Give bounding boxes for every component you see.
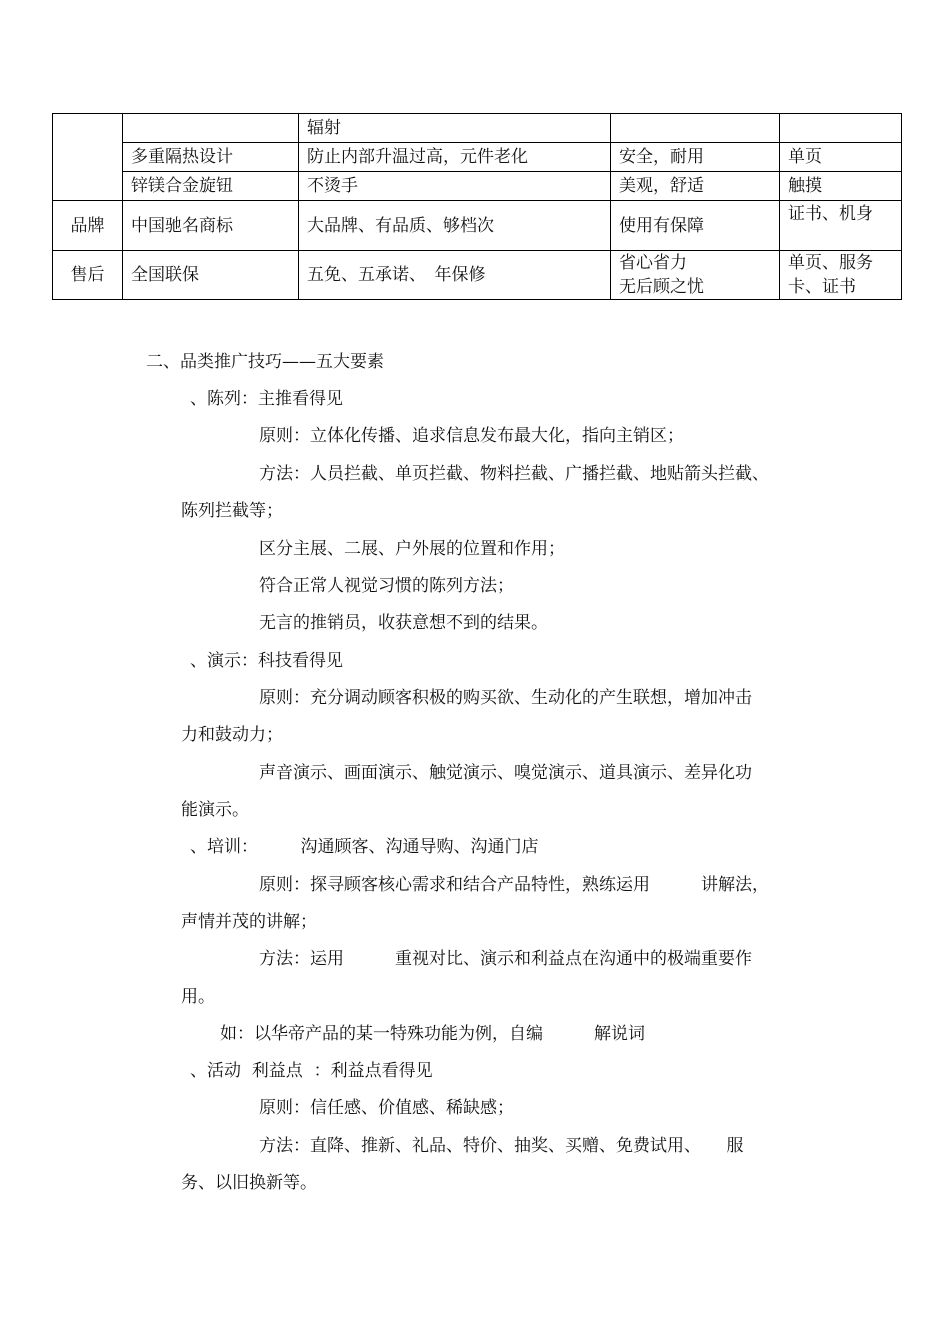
paragraph-line: 务、以旧换新等。	[181, 1173, 317, 1193]
paragraph-line: 符合正常人视觉习惯的陈列方法；	[259, 576, 514, 596]
paragraph-line: 如：以华帝产品的某一特殊功能为例，自编 解说词	[220, 1024, 645, 1044]
paragraph-line: 方法：运用 重视对比、演示和利益点在沟通中的极端重要作	[259, 949, 752, 969]
benefit-cell: 五免、五承诺、 年保修	[299, 251, 611, 300]
item-heading: 、陈列：主推看得见	[190, 389, 343, 409]
value-cell	[611, 251, 780, 300]
feature-cell: 中国驰名商标	[123, 201, 299, 251]
table-row	[53, 114, 902, 143]
paragraph-line: 声情并茂的讲解；	[181, 912, 317, 932]
paragraph-line: 能演示。	[181, 800, 249, 820]
item-heading: 、演示：科技看得见	[190, 651, 343, 671]
paragraph-line: 方法：直降、推新、礼品、特价、抽奖、买赠、免费试用、 服	[259, 1136, 744, 1156]
paragraph-line: 原则：探寻顾客核心需求和结合产品特性，熟练运用 讲解法，	[259, 875, 769, 895]
value-cell: 使用有保障	[611, 201, 780, 251]
paragraph-line: 声音演示、画面演示、触觉演示、嗅觉演示、道具演示、差异化功	[259, 763, 752, 783]
value-cell: 安全，耐用	[611, 143, 780, 172]
tool-cell	[780, 114, 902, 143]
benefit-cell: 大品牌、有品质、够档次	[299, 201, 611, 251]
value-line: 省心省力	[619, 253, 687, 273]
table-row	[53, 143, 902, 172]
tool-cell	[780, 251, 902, 300]
tool-cell: 触摸	[780, 172, 902, 201]
benefit-cell: 防止内部升温过高，元件老化	[299, 143, 611, 172]
paragraph-line: 力和鼓动力；	[181, 725, 283, 745]
paragraph-line: 区分主展、二展、户外展的位置和作用；	[259, 539, 565, 559]
item-heading: 、培训： 沟通顾客、沟通导购、沟通门店	[190, 837, 539, 857]
section-title: 二、品类推广技巧——五大要素	[146, 352, 384, 372]
feature-cell: 多重隔热设计	[123, 143, 299, 172]
table-row	[53, 172, 902, 201]
value-cell	[611, 114, 780, 143]
tool-cell: 单页	[780, 143, 902, 172]
paragraph-line: 方法：人员拦截、单页拦截、物料拦截、广播拦截、地贴箭头拦截、	[259, 464, 769, 484]
feature-cell	[123, 114, 299, 143]
feature-cell: 全国联保	[123, 251, 299, 300]
tool-cell: 证书、机身	[780, 201, 902, 251]
value-cell: 美观，舒适	[611, 172, 780, 201]
feature-cell: 锌镁合金旋钮	[123, 172, 299, 201]
table-row	[53, 251, 902, 300]
tool-line: 卡、证书	[788, 277, 856, 297]
paragraph-line: 原则：充分调动顾客积极的购买欲、生动化的产生联想，增加冲击	[259, 688, 752, 708]
benefit-cell: 不烫手	[299, 172, 611, 201]
value-line: 无后顾之忧	[619, 277, 704, 297]
table-row	[53, 201, 902, 251]
paragraph-line: 原则：立体化传播、追求信息发布最大化，指向主销区；	[259, 426, 684, 446]
category-cell: 品牌	[53, 201, 123, 251]
paragraph-line: 陈列拦截等；	[181, 501, 283, 521]
paragraph-line: 用。	[181, 987, 215, 1007]
category-cell	[53, 114, 123, 201]
item-heading: 、活动 利益点 ：利益点看得见	[190, 1061, 433, 1081]
paragraph-line: 无言的推销员，收获意想不到的结果。	[259, 613, 548, 633]
benefit-cell: 辐射	[299, 114, 611, 143]
category-cell: 售后	[53, 251, 123, 300]
feature-benefit-table	[52, 113, 902, 300]
tool-line: 单页、服务	[788, 253, 873, 273]
paragraph-line: 原则：信任感、价值感、稀缺感；	[259, 1098, 514, 1118]
